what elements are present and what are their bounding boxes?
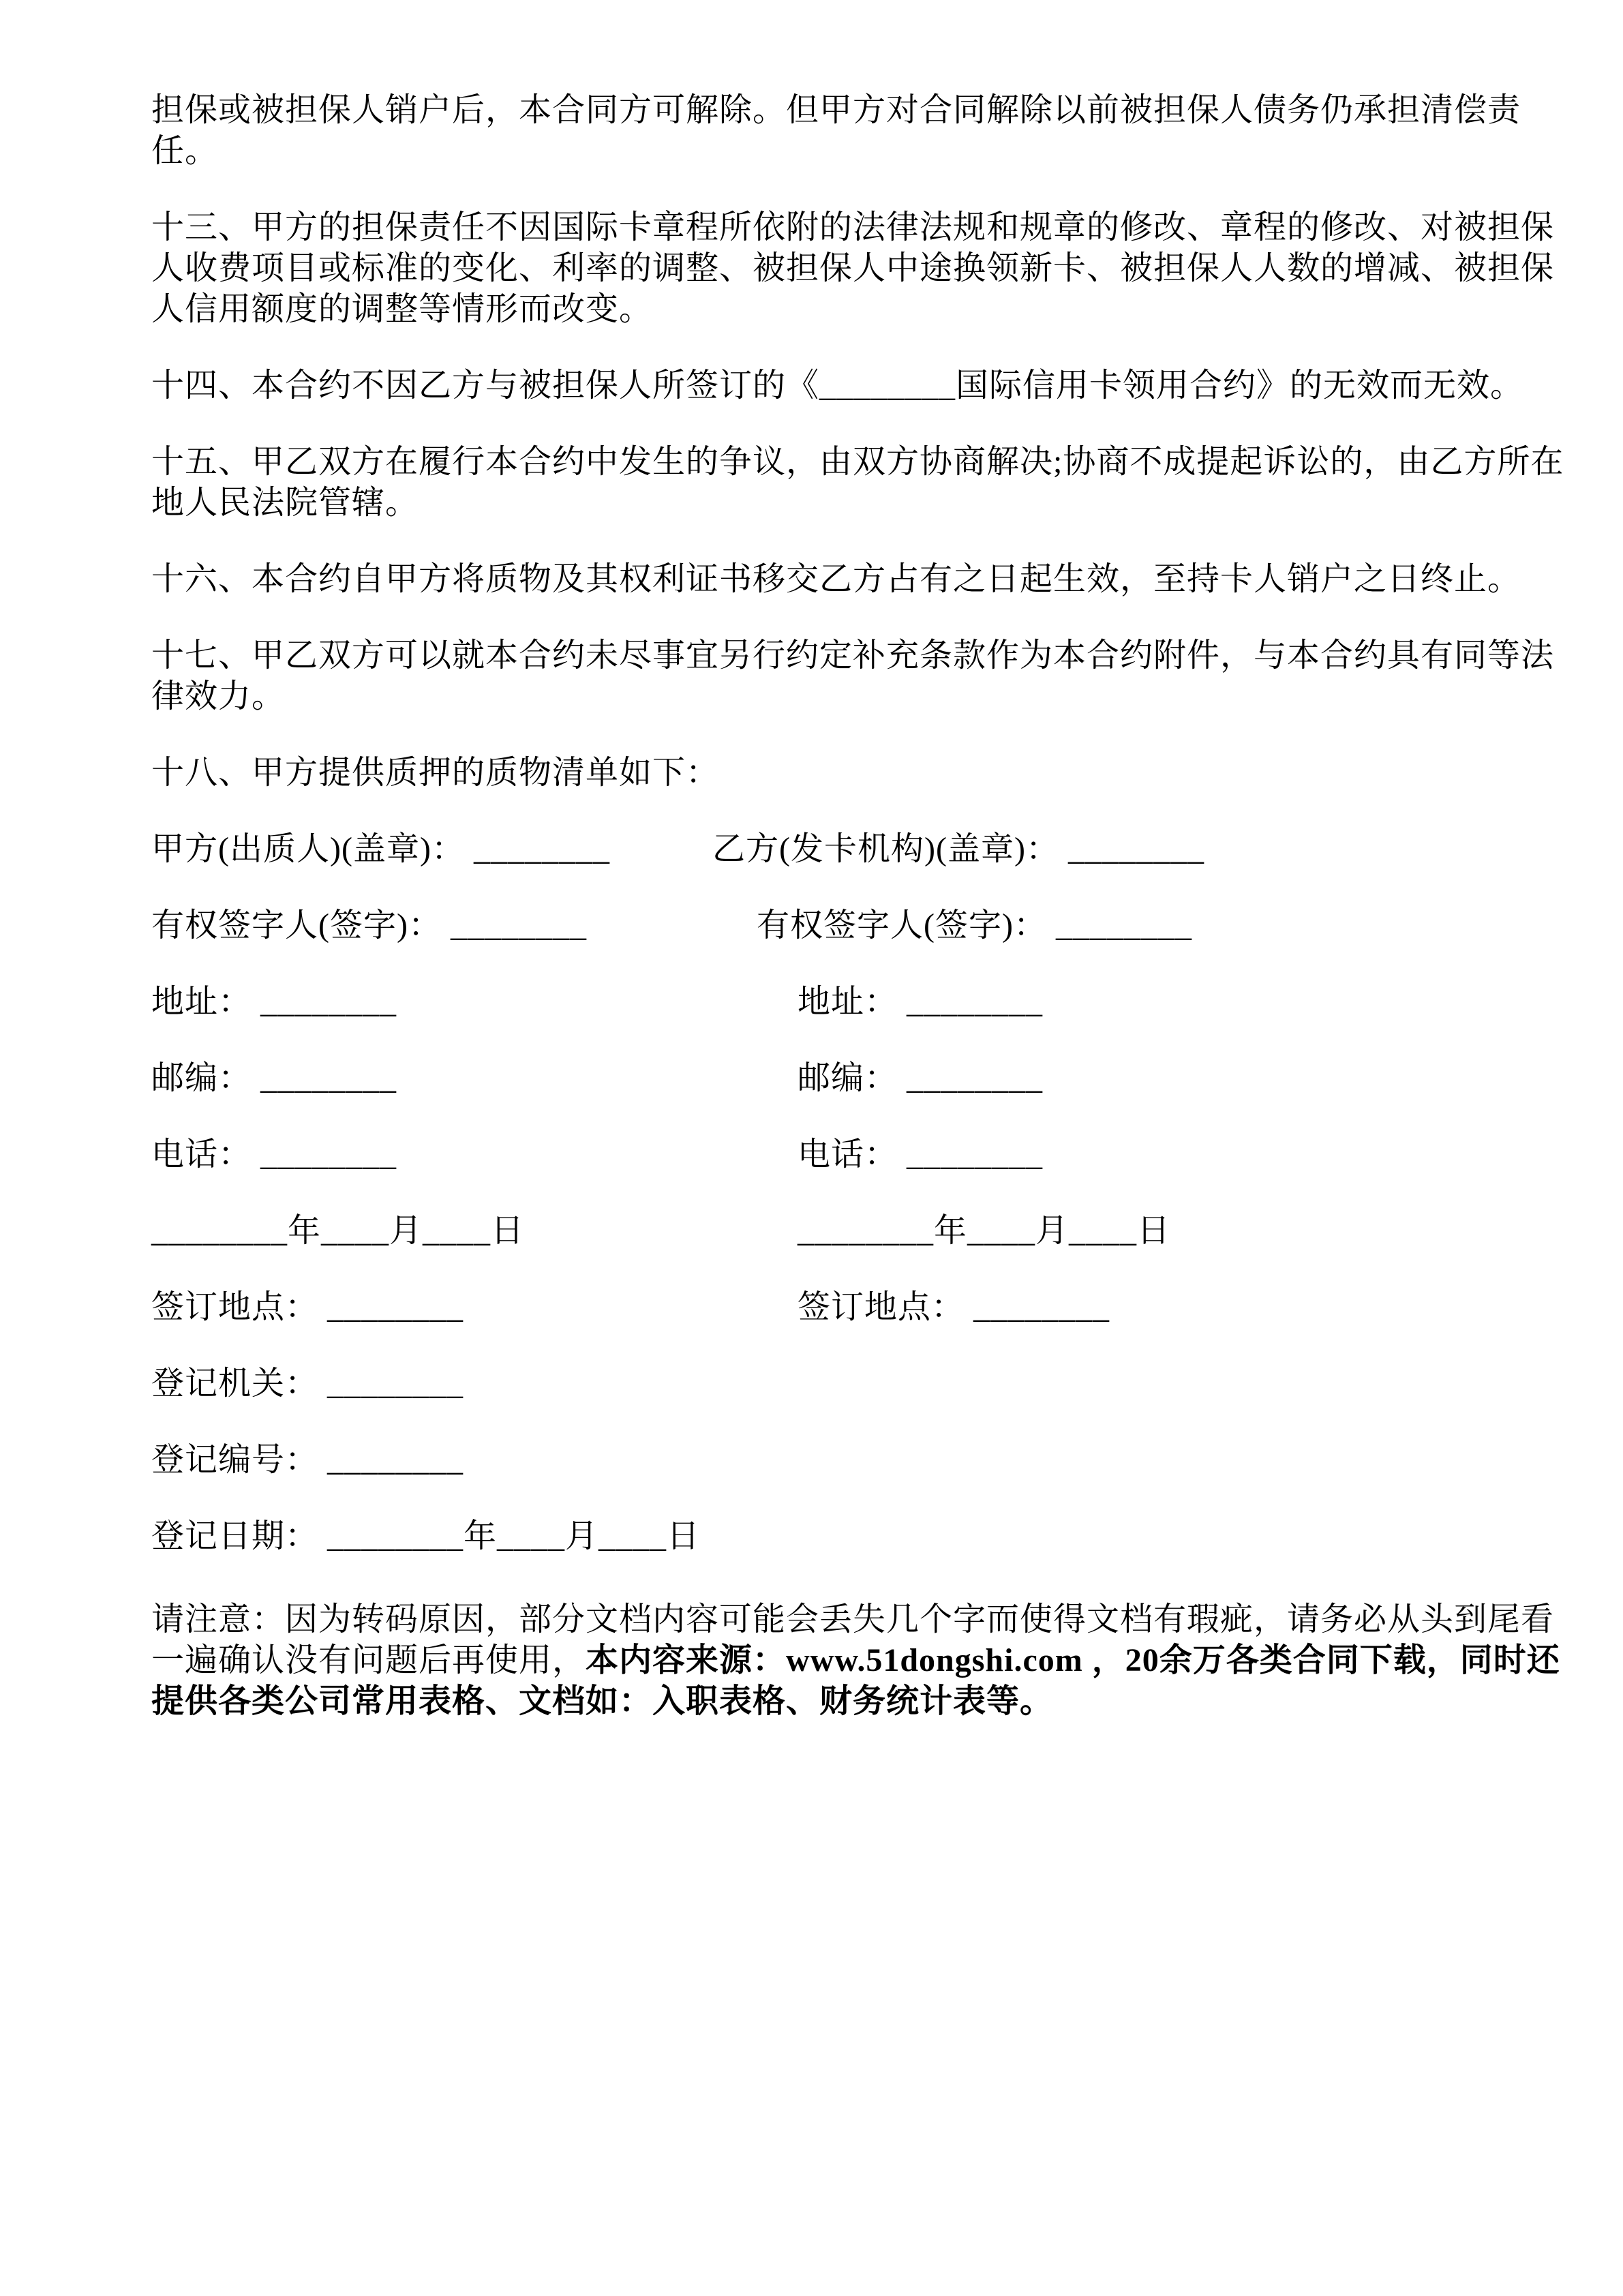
party-b-address-label: 地址： ________: [798, 984, 1044, 1020]
clause-16: 十六、本合约自甲方将质物及其权利证书移交乙方占有之日起生效，至持卡人销户之日终止。: [151, 561, 1521, 597]
party-b-phone-label: 电话： ________: [798, 1136, 1044, 1173]
party-b-signer-label: 有权签字人(签字)： ________: [757, 907, 1192, 943]
clause-12-continuation: 担保或被担保人销户后，本合同方可解除。但甲方对合同解除以前被担保人债务仍承担清偿责任。: [151, 92, 1521, 169]
clause-18: 十八、甲方提供质押的质物清单如下：: [151, 755, 720, 791]
notice-bold-text: 本内容来源：www.51dongshi.com ，20余万各类合同下载，同时还提供各类公司常用表格、文档如：入职表格、财务统计表等。: [151, 1642, 1560, 1719]
signing-place-row: [151, 1287, 1577, 1328]
party-b-seal-label: 乙方(发卡机构)(盖章)： ________: [712, 831, 1204, 867]
address-row: [151, 982, 1577, 1023]
date-row: [151, 1211, 1577, 1252]
party-a-signer-label: 有权签字人(签字)： ________: [151, 907, 587, 943]
registry-date-row: [151, 1516, 1577, 1557]
party-a-seal-label: 甲方(出质人)(盖章)： ________: [151, 831, 610, 867]
phone-row: [151, 1134, 1577, 1175]
registry-number-label: 登记编号： ________: [151, 1442, 464, 1478]
party-b-date-line: ________年____月____日: [798, 1213, 1171, 1249]
signer-row: [151, 905, 1577, 946]
clause-13: 十三、甲方的担保责任不因国际卡章程所依附的法律法规和规章的修改、章程的修改、对被担保人收费项目或标准的变化、利率的调整、被担保人中途换领新卡、被担保人人数的增减、被担保人信用额度的调整等情形而改变。: [151, 209, 1555, 327]
registry-date-label: 登记日期： ________年____月____日: [151, 1518, 701, 1554]
party-a-date-line: ________年____月____日: [151, 1213, 525, 1249]
clause-15: 十五、甲乙双方在履行本合约中发生的争议，由双方协商解决;协商不成提起诉讼的，由乙方所在地人民法院管辖。: [151, 444, 1564, 521]
registry-authority-row: [151, 1363, 1577, 1404]
notice-paragraph: [151, 1599, 1577, 1722]
clause-17: 十七、甲乙双方可以就本合约未尽事宜另行约定补充条款作为本合约附件，与本合约具有同等法律效力。: [151, 637, 1555, 714]
seal-row: [151, 829, 1577, 870]
notice-normal-text: 请注意：因为转码原因，部分文档内容可能会丢失几个字而使得文档有瑕疵，请务必从头到尾看一遍确认没有问题后再使用，: [151, 1601, 1555, 1678]
party-a-phone-label: 电话： ________: [151, 1136, 397, 1173]
party-b-signing-place-label: 签订地点： ________: [798, 1289, 1110, 1325]
postal-row: [151, 1058, 1577, 1099]
party-b-postal-label: 邮编： ________: [798, 1060, 1044, 1096]
registry-authority-label: 登记机关： ________: [151, 1365, 464, 1402]
party-a-postal-label: 邮编： ________: [151, 1060, 397, 1096]
party-a-address-label: 地址： ________: [151, 984, 397, 1020]
registry-number-row: [151, 1440, 1577, 1481]
clause-14: 十四、本合约不因乙方与被担保人所签订的《________国际信用卡领用合约》的无效而无效。: [151, 367, 1524, 404]
document-content: [151, 90, 1577, 1722]
party-a-signing-place-label: 签订地点： ________: [151, 1289, 464, 1325]
